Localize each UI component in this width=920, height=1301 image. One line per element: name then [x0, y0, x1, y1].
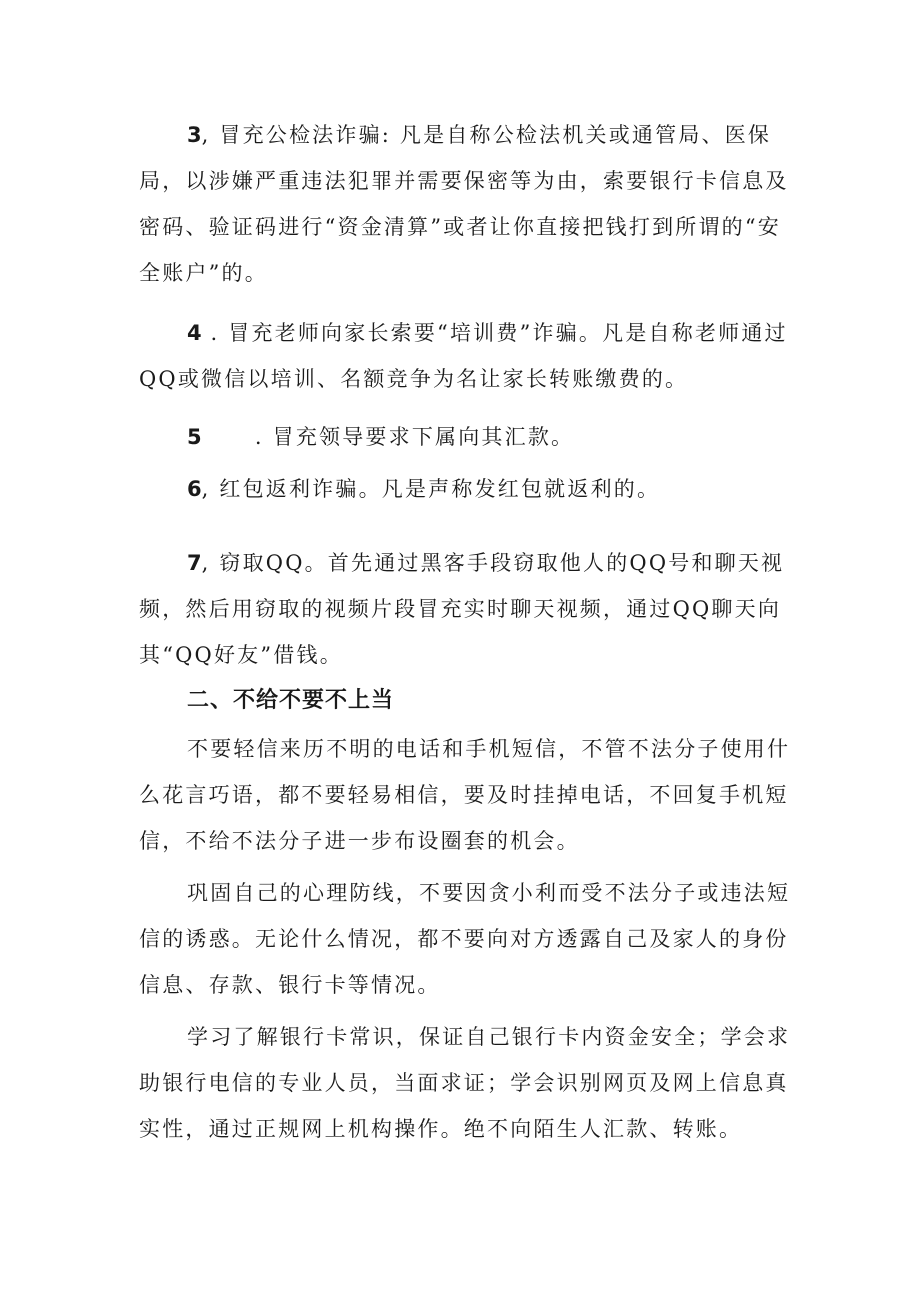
section-heading: 二、不给不要不上当	[187, 688, 395, 713]
item-text: , 红包返利诈骗。凡是声称发红包就返利的。	[201, 477, 661, 501]
list-item-4	[139, 310, 791, 402]
body-paragraph: 学习了解银行卡常识，保证自己银行卡内资金安全；学会求助银行电信的专业人员，当面求证；学会识别网页及网上信息真实性，通过正规网上机构操作。绝不向陌生人汇款、转账。	[139, 1025, 791, 1141]
item-number: 7	[187, 551, 202, 575]
body-paragraph: 巩固自己的心理防线，不要因贪小利而受不法分子或违法短信的诱惑。无论什么情况，都不要向对方透露自己及家人的身份信息、存款、银行卡等情况。	[139, 881, 791, 997]
list-item-5	[139, 414, 791, 460]
item-number: 4	[187, 321, 202, 345]
list-item-7	[139, 540, 791, 678]
list-item-3	[139, 112, 791, 296]
item-text: . 冒充领导要求下属向其汇款。	[201, 425, 575, 449]
item-text: . 冒充老师向家长索要“培训费”诈骗。凡是自称老师通过QQ或微信以培训、名额竞争为名让家长转账缴费的。	[139, 321, 788, 391]
item-number: 3	[187, 123, 202, 147]
item-number: 5	[187, 425, 202, 449]
item-text: , 窃取QQ。首先通过黑客手段窃取他人的QQ号和聊天视频，然后用窃取的视频片段冒充实时聊天视频，通过QQ聊天向其“QQ好友”借钱。	[139, 551, 785, 667]
item-number: 6	[187, 477, 202, 501]
list-item-6	[139, 466, 791, 512]
body-paragraph: 不要轻信来历不明的电话和手机短信，不管不法分子使用什么花言巧语，都不要轻易相信，要及时挂掉电话，不回复手机短信，不给不法分子进一步布设圈套的机会。	[139, 737, 791, 853]
item-text: , 冒充公检法诈骗: 凡是自称公检法机关或通管局、医保局，以涉嫌严重违法犯罪并需要保密等为由，索要银行卡信息及密码、验证码进行“资金清算”或者让你直接把钱打到所谓的“安全账户”的。	[139, 123, 789, 285]
